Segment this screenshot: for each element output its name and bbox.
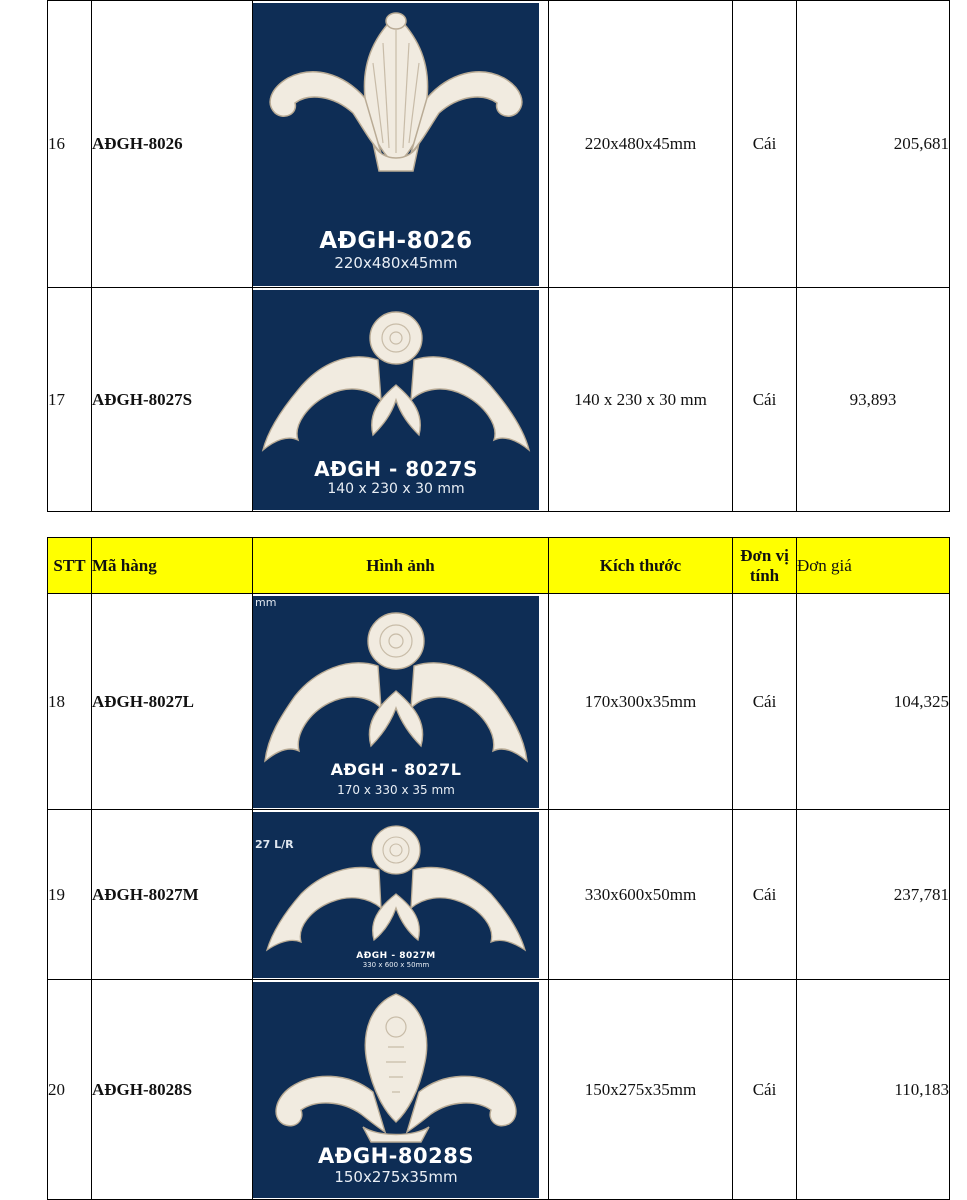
row-stt: 18 bbox=[48, 594, 92, 810]
image-caption-code: AĐGH-8028S bbox=[318, 1143, 474, 1168]
product-size: 330x600x50mm bbox=[549, 810, 733, 980]
image-corner-text: mm bbox=[255, 595, 277, 609]
product-code: AĐGH-8027S bbox=[92, 288, 253, 512]
header-unit-line2: tính bbox=[749, 565, 780, 585]
table-header-row bbox=[48, 538, 950, 594]
row-stt: 20 bbox=[48, 980, 92, 1200]
product-image-cell bbox=[253, 980, 549, 1200]
product-image bbox=[253, 290, 539, 510]
product-image-cell bbox=[253, 810, 549, 980]
header-image: Hình ảnh bbox=[253, 538, 549, 594]
table-row bbox=[48, 594, 950, 810]
header-unit bbox=[733, 538, 797, 594]
image-caption-code: AĐGH-8026 bbox=[319, 227, 473, 254]
product-unit: Cái bbox=[733, 1, 797, 288]
image-caption-code: AĐGH - 8027L bbox=[330, 759, 462, 779]
product-size: 220x480x45mm bbox=[549, 1, 733, 288]
row-stt: 16 bbox=[48, 1, 92, 288]
product-code: AĐGH-8028S bbox=[92, 980, 253, 1200]
header-stt: STT bbox=[48, 538, 92, 594]
product-image bbox=[253, 596, 539, 808]
product-price: 110,183 bbox=[797, 980, 950, 1200]
image-caption-dimensions: 170 x 330 x 35 mm bbox=[337, 782, 455, 797]
product-size: 150x275x35mm bbox=[549, 980, 733, 1200]
image-caption-code: AĐGH - 8027M bbox=[356, 950, 436, 961]
header-unit-line1: Đơn vị bbox=[740, 545, 789, 565]
header-code: Mã hàng bbox=[92, 538, 253, 594]
image-caption-code: AĐGH - 8027S bbox=[314, 456, 478, 481]
product-code: AĐGH-8026 bbox=[92, 1, 253, 288]
product-code: AĐGH-8027L bbox=[92, 594, 253, 810]
product-unit: Cái bbox=[733, 594, 797, 810]
header-price: Đơn giá bbox=[797, 538, 950, 594]
product-table-top bbox=[47, 0, 950, 512]
product-unit: Cái bbox=[733, 980, 797, 1200]
image-caption-dimensions: 330 x 600 x 50mm bbox=[362, 960, 430, 969]
product-image bbox=[253, 812, 539, 978]
product-price: 237,781 bbox=[797, 810, 950, 980]
image-corner-text: 27 L/R bbox=[255, 837, 294, 851]
product-unit: Cái bbox=[733, 810, 797, 980]
product-image-cell bbox=[253, 594, 549, 810]
product-price: 205,681 bbox=[797, 1, 950, 288]
product-image-cell bbox=[253, 288, 549, 512]
table-row bbox=[48, 288, 950, 512]
header-size: Kích thước bbox=[549, 538, 733, 594]
product-image bbox=[253, 3, 539, 286]
image-caption-dimensions: 150x275x35mm bbox=[334, 1167, 458, 1186]
row-stt: 17 bbox=[48, 288, 92, 512]
image-caption-dimensions: 140 x 230 x 30 mm bbox=[327, 480, 465, 497]
product-size: 170x300x35mm bbox=[549, 594, 733, 810]
product-price: 104,325 bbox=[797, 594, 950, 810]
product-table-bottom bbox=[47, 537, 950, 1200]
product-image-cell bbox=[253, 1, 549, 288]
product-unit: Cái bbox=[733, 288, 797, 512]
product-price: 93,893 bbox=[797, 288, 950, 512]
table-row bbox=[48, 980, 950, 1200]
table-row bbox=[48, 1, 950, 288]
product-size: 140 x 230 x 30 mm bbox=[549, 288, 733, 512]
product-image bbox=[253, 982, 539, 1198]
table-row bbox=[48, 810, 950, 980]
product-code: AĐGH-8027M bbox=[92, 810, 253, 980]
image-caption-dimensions: 220x480x45mm bbox=[334, 253, 458, 272]
row-stt: 19 bbox=[48, 810, 92, 980]
